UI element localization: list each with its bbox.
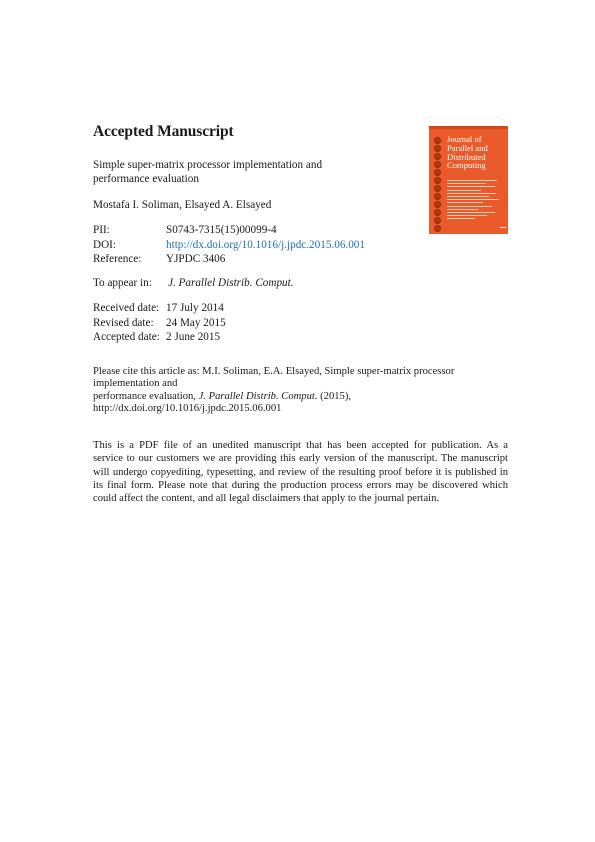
publisher-logo-icon: ▬▬	[500, 225, 506, 229]
pii-value: S0743-7315(15)00099-4	[166, 224, 277, 236]
citation-line	[93, 391, 493, 403]
revised-date-label: Revised date:	[93, 316, 154, 329]
received-date-label: Received date:	[93, 302, 160, 314]
cover-title-line: Journal of	[447, 134, 482, 144]
citation-block	[93, 366, 493, 415]
notice-line: its final form. Please note that during the production process errors may be discovered which	[93, 479, 508, 491]
citation-journal: J. Parallel Distrib. Comput.	[198, 390, 318, 402]
unedited-manuscript-notice	[93, 439, 508, 505]
appear-in-label: To appear in:	[93, 277, 152, 289]
notice-line: will undergo copyediting, typesetting, and review of the resulting proof before it is published in	[93, 466, 508, 478]
cover-title-line: Computing	[447, 160, 486, 171]
cover-title-line: Parallel and	[447, 142, 488, 153]
authors: Mostafa I. Soliman, Elsayed A. Elsayed	[93, 199, 272, 211]
pii-label: PII:	[93, 224, 110, 236]
citation-doi[interactable]: http://dx.doi.org/10.1016/j.jpdc.2015.06.001	[93, 402, 282, 414]
revised-date-value: 24 May 2015	[166, 316, 226, 329]
cover-spine-decoration	[432, 135, 441, 231]
article-title-line: performance evaluation	[93, 173, 199, 185]
notice-line: service to our customers we are providing this early version of the manuscript. The manuscript	[93, 453, 508, 465]
doi-link[interactable]: http://dx.doi.org/10.1016/j.jpdc.2015.06.001	[166, 238, 365, 251]
doi-label: DOI:	[93, 238, 116, 251]
cover-top-bar	[429, 126, 508, 129]
page-heading: Accepted Manuscript	[93, 123, 234, 140]
accepted-date-value: 2 June 2015	[166, 331, 221, 343]
journal-name: J. Parallel Distrib. Comput.	[168, 277, 294, 289]
citation-line: Please cite this article as: M.I. Soliman, E.A. Elsayed, Simple super-matrix processor	[93, 366, 455, 377]
cover-journal-title	[447, 135, 507, 170]
cover-title-line: Distributed	[447, 151, 486, 162]
article-title-line: Simple super-matrix processor implementation and	[93, 159, 323, 171]
reference-label: Reference:	[93, 253, 142, 265]
article-title	[93, 158, 393, 186]
received-date-value: 17 July 2014	[166, 302, 224, 314]
notice-line: This is a PDF file of an unedited manuscript that has been accepted for publication. As a	[93, 440, 508, 451]
citation-text: (2015),	[317, 390, 352, 402]
cover-fine-print	[447, 180, 503, 221]
reference-value: YJPDC 3406	[166, 253, 226, 265]
notice-line: could affect the content, and all legal disclaimers that apply to the journal pertain.	[93, 493, 440, 505]
journal-cover-image	[429, 126, 508, 234]
accepted-date-label: Accepted date:	[93, 331, 160, 343]
citation-text: performance evaluation,	[93, 390, 199, 402]
citation-line: implementation and	[93, 378, 178, 390]
